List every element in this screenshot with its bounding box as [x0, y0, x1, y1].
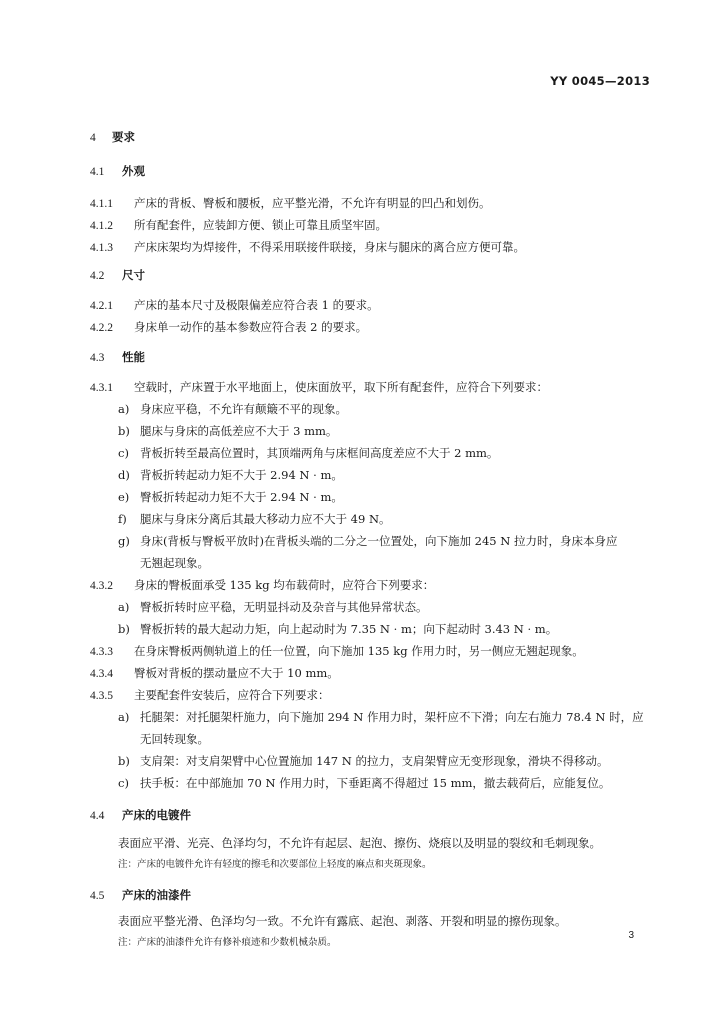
list-item-continuation: 无翘起现象。 [140, 556, 209, 570]
list-item [118, 424, 337, 438]
clause-number: 4.3.5 [90, 690, 113, 702]
list-item-text: 支肩架：对支肩架臂中心位置施加 147 N 的拉力，支肩架臂应无变形现象，滑块不得移动。 [140, 754, 609, 768]
list-item [118, 710, 644, 724]
list-item-text: 背板折转起动力矩不大于 2.94 N · m。 [140, 468, 343, 482]
list-item [118, 402, 347, 416]
list-item-text: 身床(背板与臀板平放时)在背板头端的二分之一位置处，向下施加 245 N 拉力时，身床本身应 [140, 534, 618, 548]
clause-4-3-5 [90, 688, 330, 703]
clause-text: 在身床臀板两侧轨道上的任一位置，向下施加 135 kg 作用力时，另一侧应无翘起现象。 [134, 644, 584, 658]
list-marker: c) [118, 776, 129, 790]
section-title: 性能 [122, 350, 145, 364]
list-item-text: 臀板折转起动力矩不大于 2.94 N · m。 [140, 490, 343, 504]
list-item [118, 534, 617, 548]
list-marker: b) [118, 424, 130, 438]
section-number: 4.1 [90, 166, 105, 178]
page-number: 3 [628, 930, 634, 941]
clause-text: 身床单一动作的基本参数应符合表 2 的要求。 [134, 320, 368, 334]
clause-text: 所有配套件，应装卸方便、锁止可靠且质坚牢固。 [134, 218, 387, 232]
clause-4-2-2 [90, 320, 367, 335]
section-number: 4.5 [90, 890, 105, 902]
list-marker: d) [118, 468, 130, 482]
clause-number: 4.3.4 [90, 668, 113, 680]
section-4-2-heading [90, 268, 145, 283]
list-item-text: 扶手板：在中部施加 70 N 作用力时，下垂距离不得超过 15 mm，撤去载荷后，应能复位。 [140, 776, 611, 790]
list-item-text: 托腿架：对托腿架杆施力，向下施加 294 N 作用力时，架杆应不下滑；向左右施力 78.4 N 时，应 [140, 710, 644, 724]
list-item-continuation: 无回转现象。 [140, 732, 209, 746]
list-item [118, 600, 428, 614]
section-number: 4.3 [90, 352, 105, 364]
section-title: 产床的电镀件 [122, 808, 191, 822]
list-marker: g) [118, 534, 130, 548]
list-marker: a) [118, 600, 130, 614]
list-item [118, 622, 557, 636]
clause-number: 4.3.1 [90, 382, 113, 394]
clause-number: 4.3.3 [90, 646, 113, 658]
clause-number: 4.3.2 [90, 580, 113, 592]
clause-4-1-1 [90, 196, 491, 211]
clause-number: 4.2.1 [90, 300, 113, 312]
list-item-text: 臀板折转时应平稳，无明显抖动及杂音与其他异常状态。 [140, 600, 428, 614]
list-marker: c) [118, 446, 129, 460]
clause-4-1-3 [90, 240, 525, 255]
clause-text: 空载时，产床置于水平地面上，使床面放平，取下所有配套件，应符合下列要求： [134, 380, 548, 394]
clause-text: 主要配套件安装后，应符合下列要求： [134, 688, 330, 702]
list-item [118, 776, 610, 790]
clause-4-2-1 [90, 298, 379, 313]
section-4-1-heading [90, 164, 145, 179]
list-marker: b) [118, 754, 130, 768]
list-item [118, 512, 391, 526]
section-4-5-heading [90, 888, 191, 903]
clause-text: 产床的基本尺寸及极限偏差应符合表 1 的要求。 [134, 298, 379, 312]
clause-text: 臀板对背板的摆动量应不大于 10 mm。 [134, 666, 339, 680]
section-title: 尺寸 [122, 268, 145, 282]
list-marker: f) [118, 512, 127, 526]
clause-number: 4.1.2 [90, 220, 113, 232]
section-title: 产床的油漆件 [122, 888, 191, 902]
clause-4-3-4 [90, 666, 339, 681]
list-item-text: 背板折转至最高位置时，其顶端两角与床框间高度差应不大于 2 mm。 [140, 446, 499, 460]
clause-text: 身床的臀板面承受 135 kg 均布载荷时，应符合下列要求： [134, 578, 435, 592]
paragraph: 表面应平滑、光亮、色泽均匀，不允许有起层、起泡、擦伤、烧痕以及明显的裂纹和毛刺现象。 [118, 836, 601, 850]
note: 注：产床的电镀件允许有轻度的擦毛和次要部位上轻度的麻点和夹斑现象。 [118, 859, 432, 870]
clause-number: 4.1.1 [90, 198, 113, 210]
list-marker: a) [118, 402, 130, 416]
list-item-text: 腿床与身床分离后其最大移动力应不大于 49 N。 [140, 512, 391, 526]
list-item-text: 身床应平稳，不允许有颠簸不平的现象。 [140, 402, 347, 416]
section-title: 要求 [112, 130, 135, 144]
section-number: 4.2 [90, 270, 105, 282]
list-item-text: 腿床与身床的高低差应不大于 3 mm。 [140, 424, 338, 438]
section-4-heading [90, 130, 135, 145]
list-item [118, 754, 608, 768]
clause-text: 产床床架均为焊接件，不得采用联接件联接，身床与腿床的离合应方便可靠。 [134, 240, 525, 254]
list-marker: e) [118, 490, 130, 504]
section-4-4-heading [90, 808, 191, 823]
list-item [118, 490, 343, 504]
section-4-3-heading [90, 350, 145, 365]
clause-text: 产床的背板、臀板和腰板，应平整光滑，不允许有明显的凹凸和划伤。 [134, 196, 491, 210]
clause-4-3-2 [90, 578, 434, 593]
clause-number: 4.1.3 [90, 242, 113, 254]
list-item [118, 446, 498, 460]
list-item-text: 臀板折转的最大起动力矩，向上起动时为 7.35 N · m；向下起动时 3.43 N · m。 [140, 622, 558, 636]
list-marker: a) [118, 710, 130, 724]
clause-4-3-3 [90, 644, 584, 659]
clause-4-3-1 [90, 380, 548, 395]
note: 注：产床的油漆件允许有修补痕迹和少数机械杂质。 [118, 937, 337, 948]
clause-4-1-2 [90, 218, 387, 233]
section-number: 4.4 [90, 810, 105, 822]
clause-number: 4.2.2 [90, 322, 113, 334]
list-item [118, 468, 343, 482]
list-marker: b) [118, 622, 130, 636]
document-code: YY 0045—2013 [550, 74, 650, 88]
section-number: 4 [90, 132, 96, 144]
paragraph: 表面应平整光滑、色泽均匀一致。不允许有露底、起泡、剥落、开裂和明显的擦伤现象。 [118, 914, 567, 928]
section-title: 外观 [122, 164, 145, 178]
